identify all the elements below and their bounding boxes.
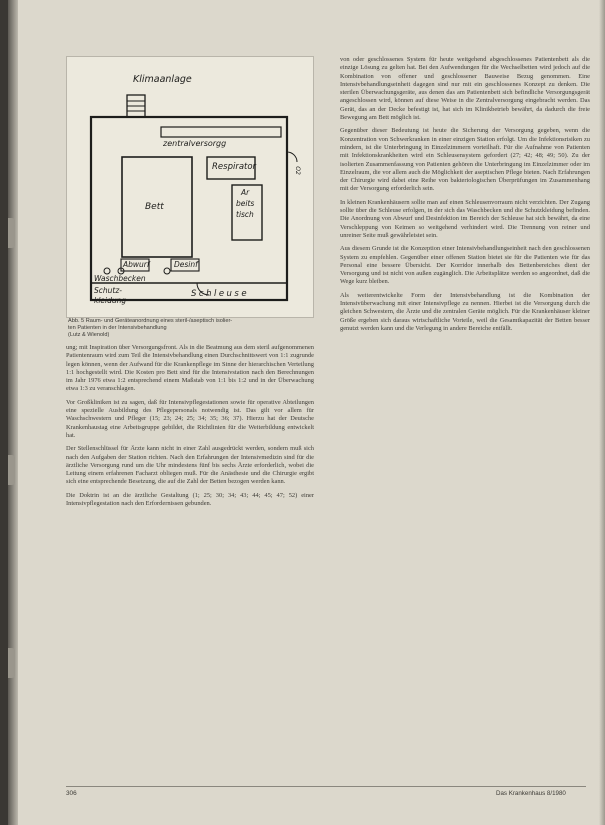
- right-paragraph: Als weiterentwickelte Form der Intensivbehandlung ist die Kombination der Intensivüberwachung mit einer Intensivpflege zu nennen. Hierbei ist die Versorgung durch die gleichen Schwestern, die Ärzte und die zentralen Geräte möglich. Für die Krankenhäuser kleiner Größe ergeben sich daraus wirtschaftliche Vorteile, weil die Gesamtkapazität der Betten besser genutzt werden kann und die Verlegung in andere Bereiche entfällt.: [340, 291, 590, 332]
- label-arbeitstisch-1: Ar: [241, 188, 250, 197]
- label-side-mark: O2: [293, 166, 301, 175]
- left-paragraph: Der Stellenschlüssel für Ärzte kann nicht in einer Zahl ausgedrückt werden, sondern muß sich nach den Aufgaben der Station richten. Nach den Erfahrungen der Intensivmedizin sind für die ärztliche Versorgung rund um die Uhr mindestens fünf bis sechs Ärzte erforderlich, wobei die Leitung einem erfahrenen Facharzt obliegen muß. Für die Anästhesie und die Chirurgie ergibt sich eine entsprechende Besetzung, die auf die Zahl der Betten bezogen werden kann.: [66, 445, 314, 486]
- page-gutter: [8, 0, 18, 825]
- footer-rule: [66, 786, 586, 787]
- right-paragraph: von oder geschlossenes System für heute weitgehend abgeschlossenes Patientenbett als die einzige Lösung zu gelten hat. Bei den Aufwendungen für die Wechselbetten wird jedoch auf die Kombination von offener und geschlossener Bauweise Bezug genommen. Eine Intensivbehandlungseinheit dagegen sind nur mit ein geschlossenes Konzept zu denken. Die sterilen Überwachungsgeräte, aus denen das am Patientenbett sich befindliche Versorgungsgerät angeschlossen wird, können auf diese Weise in die Zentralversorgung eingebracht werden. Das Gerät, das an der Decke befestigt ist, hat sich im Klinikbetrieb bewährt, da dadurch die freie Bewegung am Bett möglich ist.: [340, 56, 590, 122]
- label-bett: Bett: [145, 202, 164, 212]
- caption-line: Abb. 5 Raum- und Geräteanordnung eines steril-/aseptisch isolier-: [68, 318, 233, 324]
- book-page: [8, 0, 605, 825]
- left-text-column: [66, 344, 314, 784]
- page-fold-shadow: [599, 0, 605, 825]
- left-paragraph: Die Doktrin ist an die ärztliche Gestaltung (1; 25; 30; 34; 43; 44; 45; 47; 52) einer Intensivpflegestation nach den Erfordernissen gebunden.: [66, 491, 314, 508]
- disinfect-circle: [164, 268, 170, 274]
- label-respirator: Respirator: [212, 162, 257, 172]
- label-arbeitstisch-3: tisch: [236, 210, 254, 219]
- label-schutzkleidung-2: kleidung: [94, 296, 127, 305]
- page-tab-marker: [8, 218, 15, 248]
- label-waschbecken: Waschbecken: [94, 274, 146, 283]
- left-paragraph: Vor Großkliniken ist zu sagen, daß für Intensivpflegestationen sowie für operative Abteilungen eine spezielle Ausbildung des Pflegepersonals notwendig ist. Das gilt vor allem für Waschschwestern und Pfleger (15; 23; 24; 25; 34; 35; 36; 37). Hierzu hat der Deutsche Krankenhaustag eine Arbeitsgruppe gebildet, die Richtlinien für die Weiterbildung entwickelt hat.: [66, 398, 314, 439]
- central-supply-strip: [161, 127, 281, 137]
- left-paragraph: ung; mit Inspiration über Versorgungsfront. Als in die Beatmung aus dem steril aufgenommenen Patientenraum wird zum Teil die Intensivbehandlung einen Durchschnittswert von 1:1 zugrunde legen können, wenn der Aufwand für die Krankenpflege im Sinne der hierarchischen Verteilung 1:1 hochgestellt wird. Die Kosten pro Bett sind für die Intensivstation nach den Berechnungen im Jahr 1976 etwa 1:2 entsprechend einem Maßstab von 1:1 bis 1:2 und in der Überwachung etwa 1:3 zu veranschlagen.: [66, 344, 314, 393]
- right-paragraph: In kleinen Krankenhäusern sollte man auf einen Schleusenvorraum nicht verzichten. Der Zugang sollte über die Schleuse erfolgen, in der sich das Waschbecken und die Schutzkleidung befinden. Die Anordnung von Abwurf und Desinfektion im Bereich der Schleuse hat sich bewährt, da eine Verschleppung von Keimen so weitgehend verhindert wird. Die Trennung von reiner und unreiner Seite muß gewährleistet sein.: [340, 198, 590, 239]
- label-schleuse: Schleuse: [191, 289, 250, 299]
- label-arbeitstisch-2: beits: [236, 199, 255, 208]
- page-tab-marker: [8, 455, 15, 485]
- right-paragraph: Aus diesem Grunde ist die Konzeption einer Intensivbehandlungseinheit nach den geschlossenen System zu empfehlen. Gegenüber einer offenen Station bietet sie für die Patienten wie für das Personal eine bessere Übersicht. Der Korridor innerhalb des Bettenbereiches dient der Versorgung und ist nicht von außen zugänglich. Die Arbeitsplätze werden so angeordnet, daß die Wege kurz bleiben.: [340, 245, 590, 286]
- caption-line: ten Patienten in der Intensivbehandlung: [68, 325, 167, 332]
- label-klimaanlage: Klimaanlage: [133, 74, 192, 85]
- label-abwurf: Abwurf: [123, 260, 150, 269]
- label-desinf: Desinf: [174, 260, 198, 269]
- page-number: 306: [66, 790, 77, 797]
- page-tab-marker: [8, 648, 15, 678]
- right-text-column: [340, 56, 590, 782]
- figure-caption: [68, 318, 308, 340]
- floor-plan-figure: [66, 56, 314, 318]
- caption-line: (Lutz & Wienold): [68, 332, 110, 339]
- label-schutzkleidung-1: Schutz-: [94, 286, 122, 295]
- right-paragraph: Gegenüber dieser Bedeutung ist heute die Sicherung der Versorgung gegeben, wenn die Konzentration von Schwerkranken in einer einzigen Station erfolgt. Um die Infektionsrisiken zu mindern, ist die Unterbringung in Einzelzimmern vorteilhaft. Für die Aufnahme von Patienten mit Infektionskrankheiten wird ein Schleusensystem gefordert (27; 42; 48; 49; 50). Zu der isolierten Zusammenfassung von Patienten gehören die Unterbringung im Einzelzimmer oder im Einzelraum, die vor allem auch die Möglichkeit der aseptischen Pflege bieten. Nach Erfahrungen der Chirurgie wird dabei eine Reihe von bakteriologischen Überprüfungen im Zusammenhang mit der Versorgung erforderlich sein.: [340, 127, 590, 193]
- journal-name: Das Krankenhaus 8/1980: [496, 790, 566, 797]
- label-zentralversorgung: zentralversorgg: [163, 139, 227, 148]
- door-arc: [287, 152, 297, 162]
